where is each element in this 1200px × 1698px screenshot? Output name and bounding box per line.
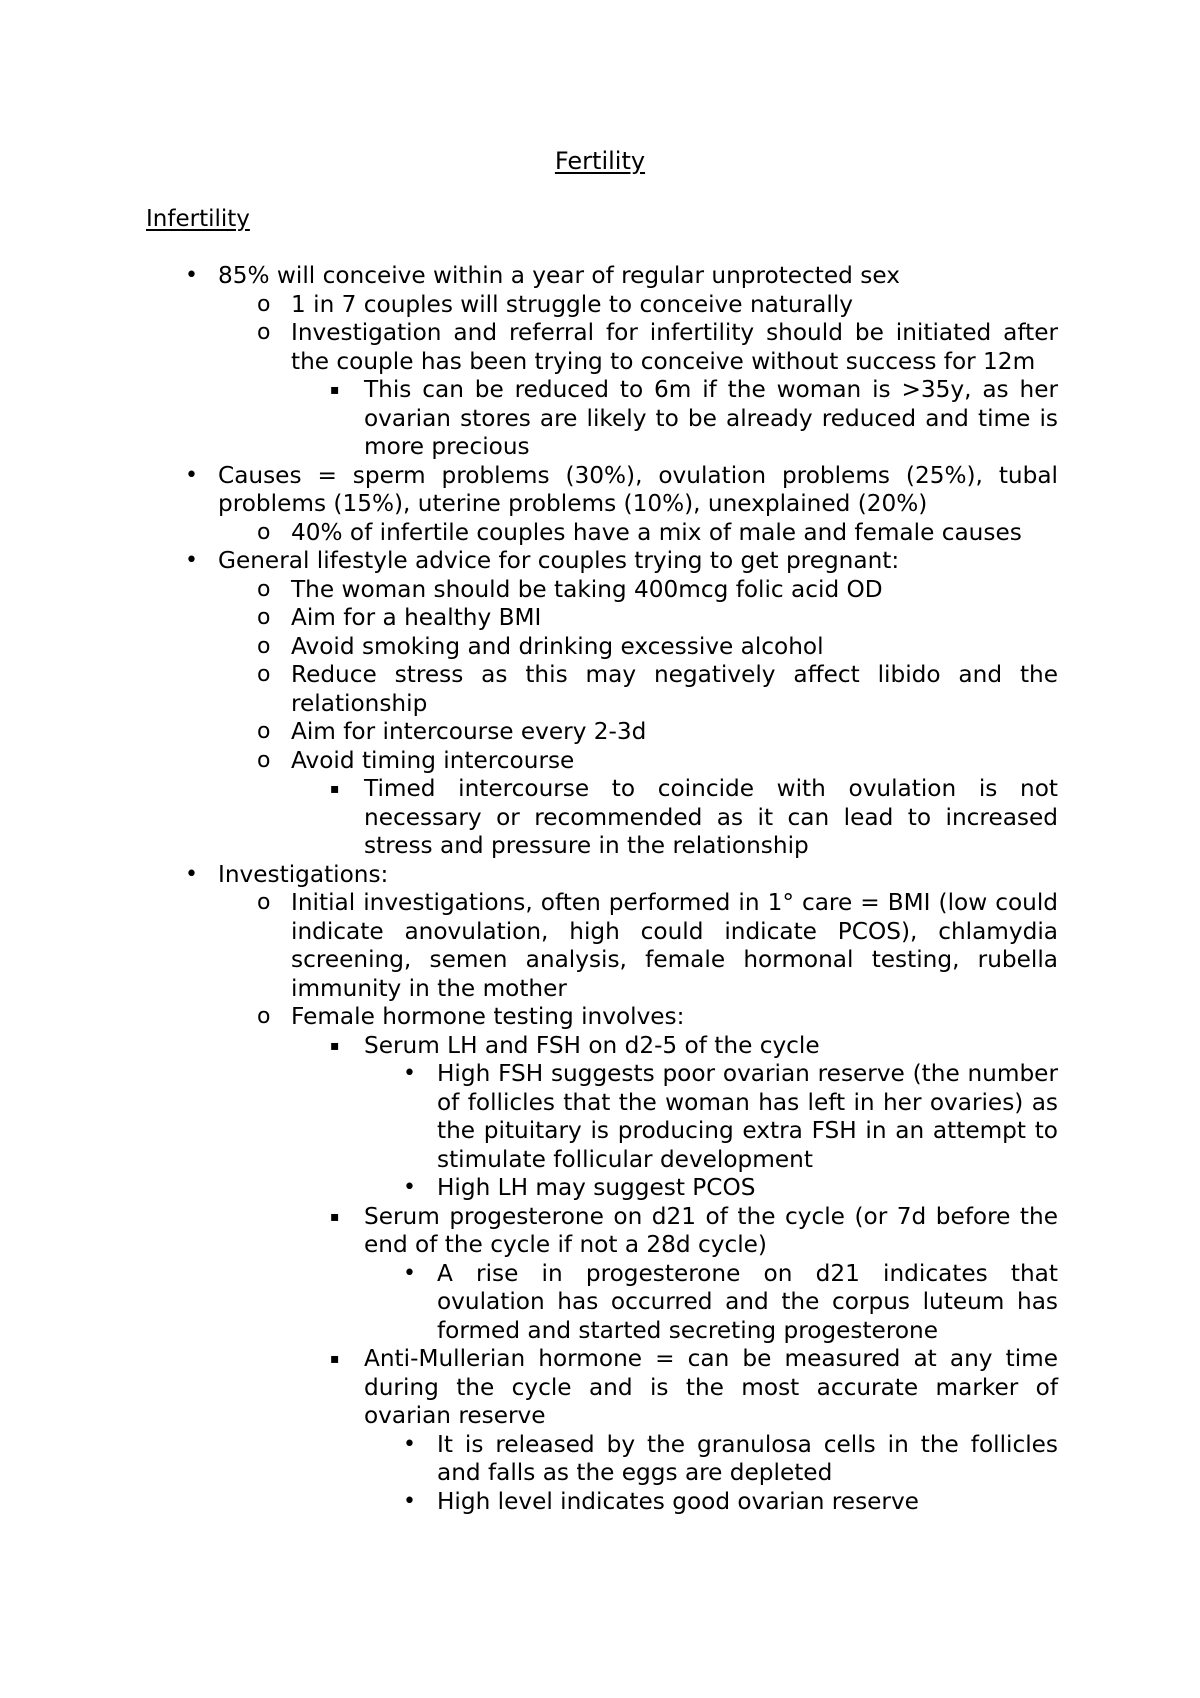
- list-item-text: The woman should be taking 400mcg folic acid OD: [291, 575, 883, 603]
- list-item: [257, 632, 1058, 662]
- bullet-marker-icon: o: [257, 576, 271, 602]
- bullet-marker-icon: o: [257, 605, 271, 630]
- list-item-text: This can be reduced to 6m if the woman is >35y, as her ovarian stores are likely to be already reduced and time is more precious: [364, 376, 1058, 460]
- bullet-marker-icon: •: [185, 548, 198, 573]
- list-item-text: 85% will conceive within a year of regular unprotected sex: [218, 262, 900, 289]
- list-item: [330, 775, 1058, 861]
- list-item-text: Female hormone testing involves:: [291, 1003, 685, 1030]
- list-item: [257, 1003, 1058, 1032]
- list-item: [257, 661, 1058, 718]
- bullet-marker-icon: o: [257, 320, 271, 345]
- list-item-text: Anti-Mullerian hormone = can be measured at any time during the cycle and is the most accurate marker of ovarian reserve: [364, 1345, 1058, 1429]
- list-item: [257, 575, 1058, 605]
- bullet-marker-icon: •: [403, 1260, 416, 1286]
- list-item: [403, 1259, 1058, 1346]
- list-item-text: High level indicates good ovarian reserve: [437, 1487, 919, 1515]
- list-item: [257, 746, 1058, 776]
- list-item-text: Initial investigations, often performed in 1° care = BMI (low could indicate anovulation, high could indicate PCOS), chlamydia screening, semen analysis, female hormonal testing, rubella immunity in the mother: [291, 889, 1058, 1002]
- bullet-marker-icon: o: [257, 890, 271, 915]
- list-item: [403, 1487, 1058, 1517]
- bullet-marker-icon: o: [257, 633, 271, 659]
- list-item-text: High FSH suggests poor ovarian reserve (the number of follicles that the woman has left in her ovaries) as the pituitary is producing extra FSH in an attempt to stimulate follicular development: [437, 1060, 1058, 1173]
- bullet-marker-icon: ▪: [330, 781, 340, 797]
- bullet-marker-icon: ▪: [330, 1037, 340, 1054]
- bullet-marker-icon: ▪: [330, 382, 340, 398]
- list-item: [185, 860, 1058, 890]
- list-item: [257, 518, 1058, 548]
- list-item-text: Serum progesterone on d21 of the cycle (or 7d before the end of the cycle if not a 28d cycle): [364, 1202, 1058, 1258]
- bullet-marker-icon: o: [257, 747, 271, 773]
- list-item: [330, 1202, 1058, 1260]
- list-item-text: It is released by the granulosa cells in the follicles and falls as the eggs are depleted: [437, 1430, 1058, 1486]
- list-item: [185, 547, 1058, 576]
- list-item: [257, 889, 1058, 1003]
- list-item-text: Timed intercourse to coincide with ovulation is not necessary or recommended as it can lead to increased stress and pressure in the relationship: [364, 775, 1058, 859]
- bullet-marker-icon: •: [403, 1175, 416, 1200]
- bullet-marker-icon: ▪: [330, 1351, 340, 1367]
- list-item-text: Avoid timing intercourse: [291, 746, 575, 774]
- bullet-marker-icon: •: [185, 861, 198, 887]
- list-item: [330, 376, 1058, 462]
- document-title: Fertility: [554, 147, 646, 175]
- bullet-marker-icon: •: [185, 263, 198, 288]
- bullet-marker-icon: •: [403, 1488, 416, 1514]
- list-item-text: Investigations:: [218, 860, 389, 888]
- list-item-text: 40% of infertile couples have a mix of male and female causes: [291, 518, 1022, 546]
- bullet-marker-icon: •: [403, 1061, 416, 1086]
- list-item: [403, 1430, 1058, 1488]
- list-item-text: Causes = sperm problems (30%), ovulation problems (25%), tubal problems (15%), uterine problems (10%), unexplained (20%): [218, 461, 1058, 517]
- list-item: [403, 1174, 1058, 1203]
- list-item-text: Avoid smoking and drinking excessive alcohol: [291, 632, 824, 660]
- list-item-text: Reduce stress as this may negatively affect libido and the relationship: [291, 661, 1058, 717]
- bullet-marker-icon: o: [257, 1004, 271, 1029]
- list-item: [257, 290, 1058, 320]
- bullet-marker-icon: •: [185, 462, 198, 488]
- section-heading-infertility: Infertility: [146, 206, 250, 232]
- list-item-text: A rise in progesterone on d21 indicates that ovulation has occurred and the corpus luteum has formed and started secreting progesterone: [437, 1259, 1058, 1344]
- bullet-marker-icon: ▪: [330, 1208, 340, 1225]
- list-item-text: 1 in 7 couples will struggle to conceive naturally: [291, 290, 853, 318]
- bullet-marker-icon: •: [403, 1431, 416, 1457]
- list-item: [330, 1345, 1058, 1431]
- bullet-marker-icon: o: [257, 291, 271, 317]
- list-item: [257, 319, 1058, 376]
- list-item-text: Serum LH and FSH on d2-5 of the cycle: [364, 1031, 820, 1059]
- list-item: [185, 262, 1058, 291]
- list-item: [185, 461, 1058, 519]
- list-item: [257, 604, 1058, 633]
- list-item-text: Investigation and referral for infertility should be initiated after the couple has been trying to conceive without success for 12m: [291, 319, 1058, 375]
- bullet-marker-icon: o: [257, 662, 271, 687]
- notes-list: [0, 262, 1200, 1516]
- list-item-text: General lifestyle advice for couples trying to get pregnant:: [218, 547, 900, 574]
- bullet-marker-icon: o: [257, 719, 271, 744]
- list-item-text: Aim for a healthy BMI: [291, 604, 542, 631]
- list-item: [403, 1060, 1058, 1174]
- list-item: [330, 1031, 1058, 1061]
- bullet-marker-icon: o: [257, 519, 271, 545]
- list-item-text: High LH may suggest PCOS: [437, 1174, 756, 1201]
- list-item-text: Aim for intercourse every 2-3d: [291, 718, 647, 745]
- list-item: [257, 718, 1058, 747]
